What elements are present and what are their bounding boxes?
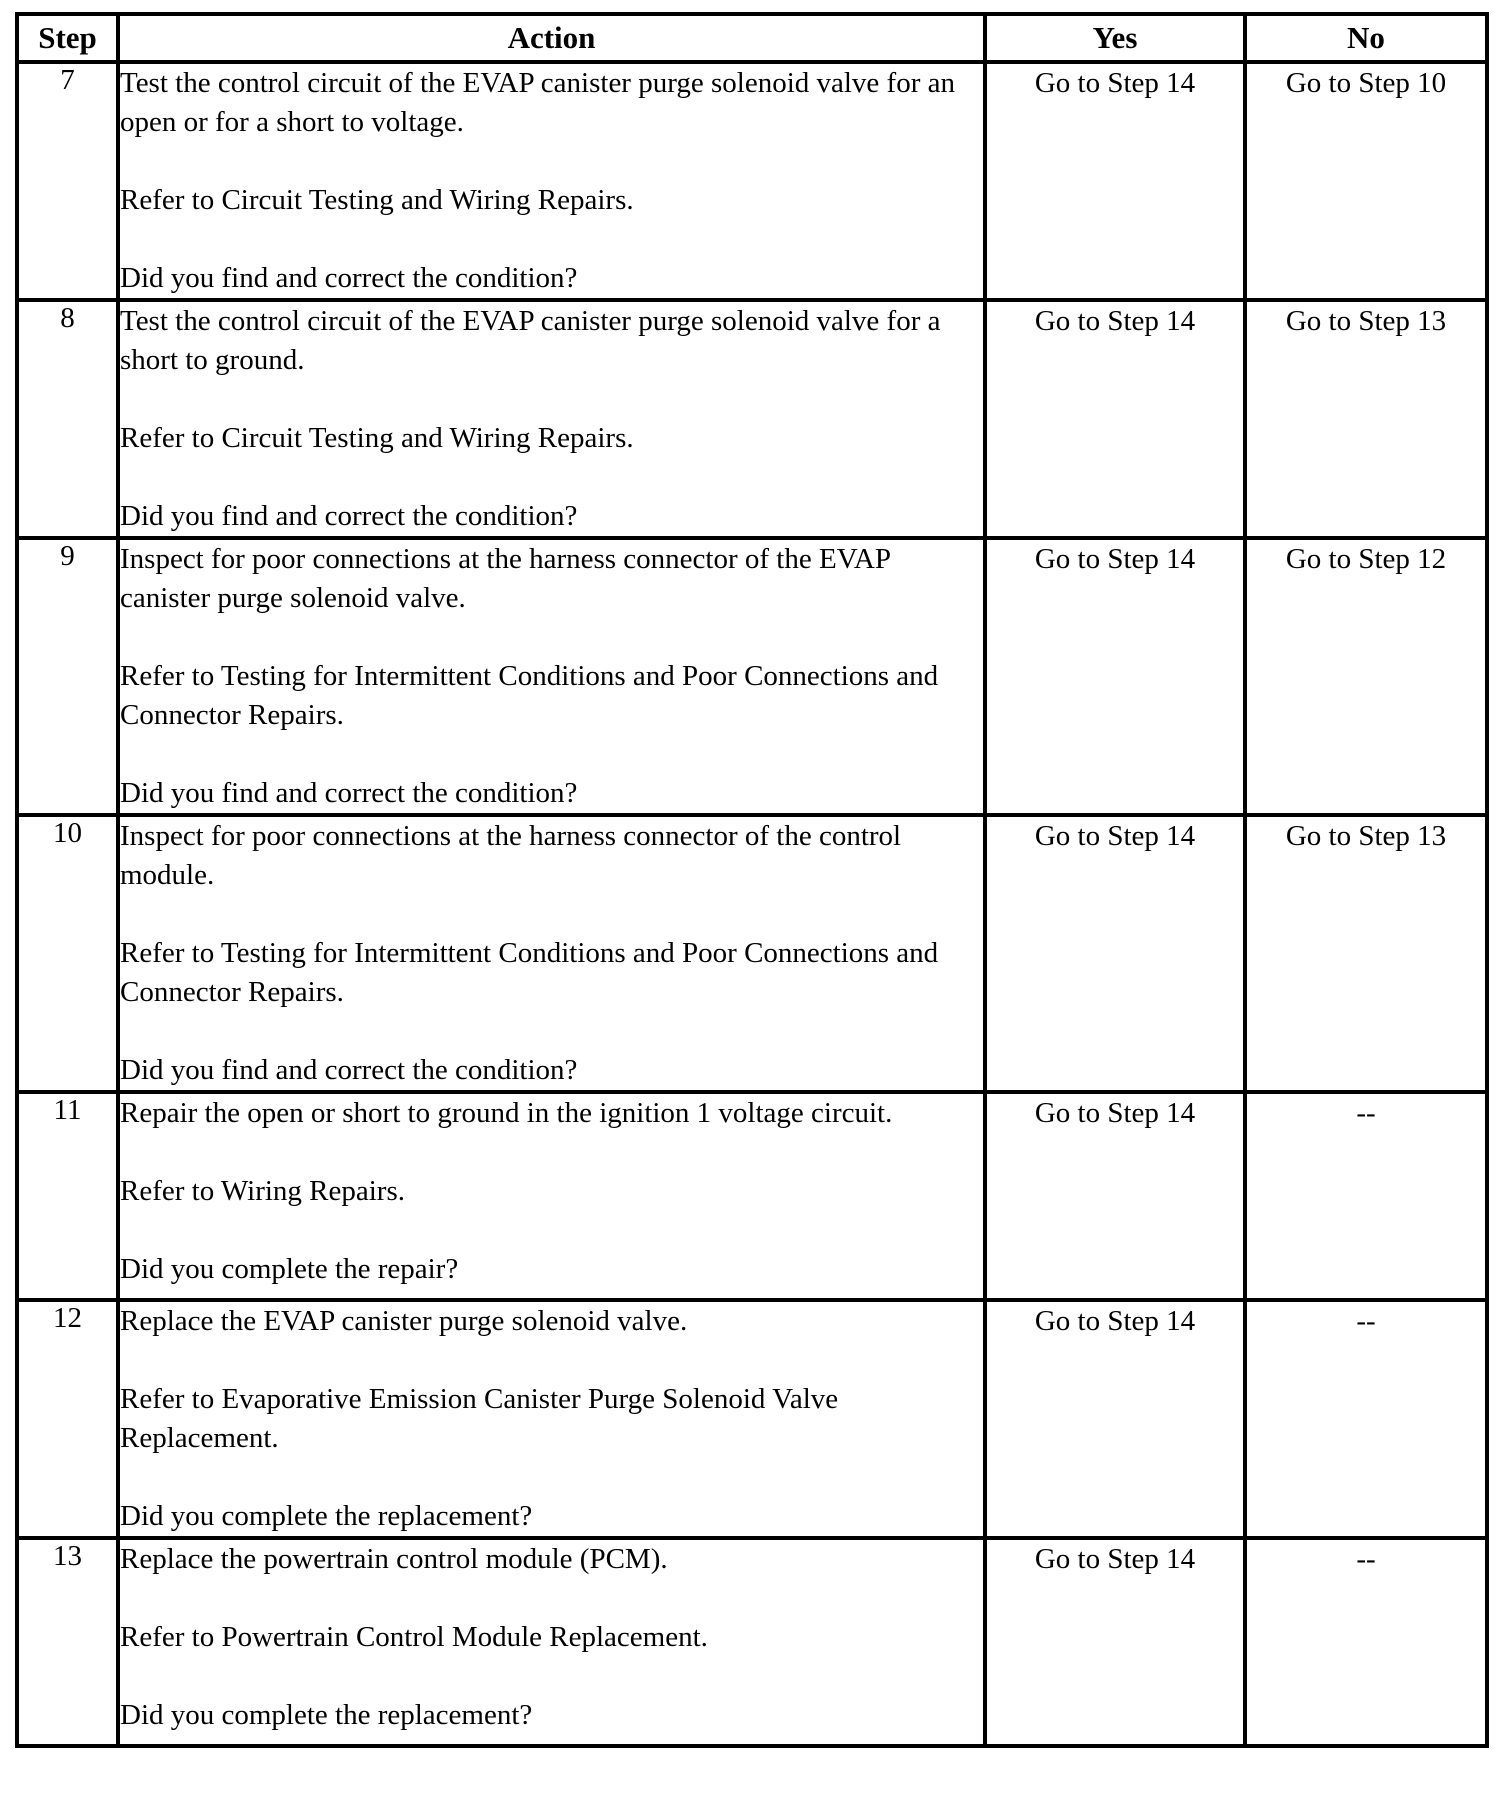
yes-outcome: Go to Step 14 — [985, 1538, 1245, 1746]
no-outcome: -- — [1245, 1300, 1487, 1538]
yes-outcome: Go to Step 14 — [985, 62, 1245, 300]
yes-outcome: Go to Step 14 — [985, 815, 1245, 1092]
table-row — [17, 1538, 1487, 1746]
table-row — [17, 1300, 1487, 1538]
action-instruction: Replace the powertrain control module (PCM). — [120, 1543, 668, 1575]
table-row — [17, 815, 1487, 1092]
no-outcome: Go to Step 10 — [1245, 62, 1487, 300]
step-number: 10 — [17, 815, 118, 1092]
no-outcome: Go to Step 12 — [1245, 538, 1487, 815]
yes-outcome: Go to Step 14 — [985, 1300, 1245, 1538]
step-number: 11 — [17, 1092, 118, 1300]
table-row — [17, 538, 1487, 815]
yes-outcome: Go to Step 14 — [985, 300, 1245, 538]
table-header-row — [17, 14, 1487, 62]
header-action: Action — [118, 14, 985, 62]
diagnostic-steps-table — [15, 12, 1489, 1748]
yes-outcome: Go to Step 14 — [985, 1092, 1245, 1300]
action-reference: Refer to Powertrain Control Module Replacement. — [120, 1621, 708, 1653]
action-cell — [118, 815, 985, 1092]
table-row — [17, 300, 1487, 538]
no-outcome: Go to Step 13 — [1245, 300, 1487, 538]
header-step: Step — [17, 14, 118, 62]
diagnostic-steps-document — [15, 12, 1485, 1748]
no-outcome: Go to Step 13 — [1245, 815, 1487, 1092]
action-instruction: Test the control circuit of the EVAP canister purge solenoid valve for a short to ground. — [120, 305, 941, 376]
header-yes: Yes — [985, 14, 1245, 62]
table-row — [17, 1092, 1487, 1300]
action-cell — [118, 1092, 985, 1300]
header-no: No — [1245, 14, 1487, 62]
yes-outcome: Go to Step 14 — [985, 538, 1245, 815]
action-question: Did you complete the replacement? — [120, 1500, 533, 1532]
step-number: 12 — [17, 1300, 118, 1538]
action-instruction: Inspect for poor connections at the harness connector of the EVAP canister purge solenoid valve. — [120, 543, 890, 614]
action-reference: Refer to Circuit Testing and Wiring Repairs. — [120, 184, 634, 216]
action-question: Did you complete the repair? — [120, 1253, 459, 1285]
action-cell — [118, 538, 985, 815]
action-instruction: Repair the open or short to ground in the ignition 1 voltage circuit. — [120, 1097, 893, 1129]
step-number: 8 — [17, 300, 118, 538]
action-question: Did you find and correct the condition? — [120, 262, 578, 294]
action-reference: Refer to Testing for Intermittent Conditions and Poor Connections and Connector Repairs. — [120, 660, 939, 731]
no-outcome: -- — [1245, 1538, 1487, 1746]
action-cell — [118, 300, 985, 538]
action-question: Did you complete the replacement? — [120, 1699, 533, 1731]
action-cell — [118, 1300, 985, 1538]
action-instruction: Replace the EVAP canister purge solenoid valve. — [120, 1305, 688, 1337]
action-question: Did you find and correct the condition? — [120, 1054, 578, 1086]
action-question: Did you find and correct the condition? — [120, 500, 578, 532]
action-instruction: Test the control circuit of the EVAP canister purge solenoid valve for an open or for a short to voltage. — [120, 67, 955, 138]
step-number: 9 — [17, 538, 118, 815]
action-cell — [118, 1538, 985, 1746]
no-outcome: -- — [1245, 1092, 1487, 1300]
step-number: 13 — [17, 1538, 118, 1746]
action-reference: Refer to Circuit Testing and Wiring Repairs. — [120, 422, 634, 454]
action-instruction: Inspect for poor connections at the harness connector of the control module. — [120, 820, 902, 891]
action-question: Did you find and correct the condition? — [120, 777, 578, 809]
action-reference: Refer to Testing for Intermittent Conditions and Poor Connections and Connector Repairs. — [120, 937, 939, 1008]
step-number: 7 — [17, 62, 118, 300]
action-cell — [118, 62, 985, 300]
action-reference: Refer to Evaporative Emission Canister Purge Solenoid Valve Replacement. — [120, 1383, 839, 1454]
table-row — [17, 62, 1487, 300]
action-reference: Refer to Wiring Repairs. — [120, 1175, 406, 1207]
